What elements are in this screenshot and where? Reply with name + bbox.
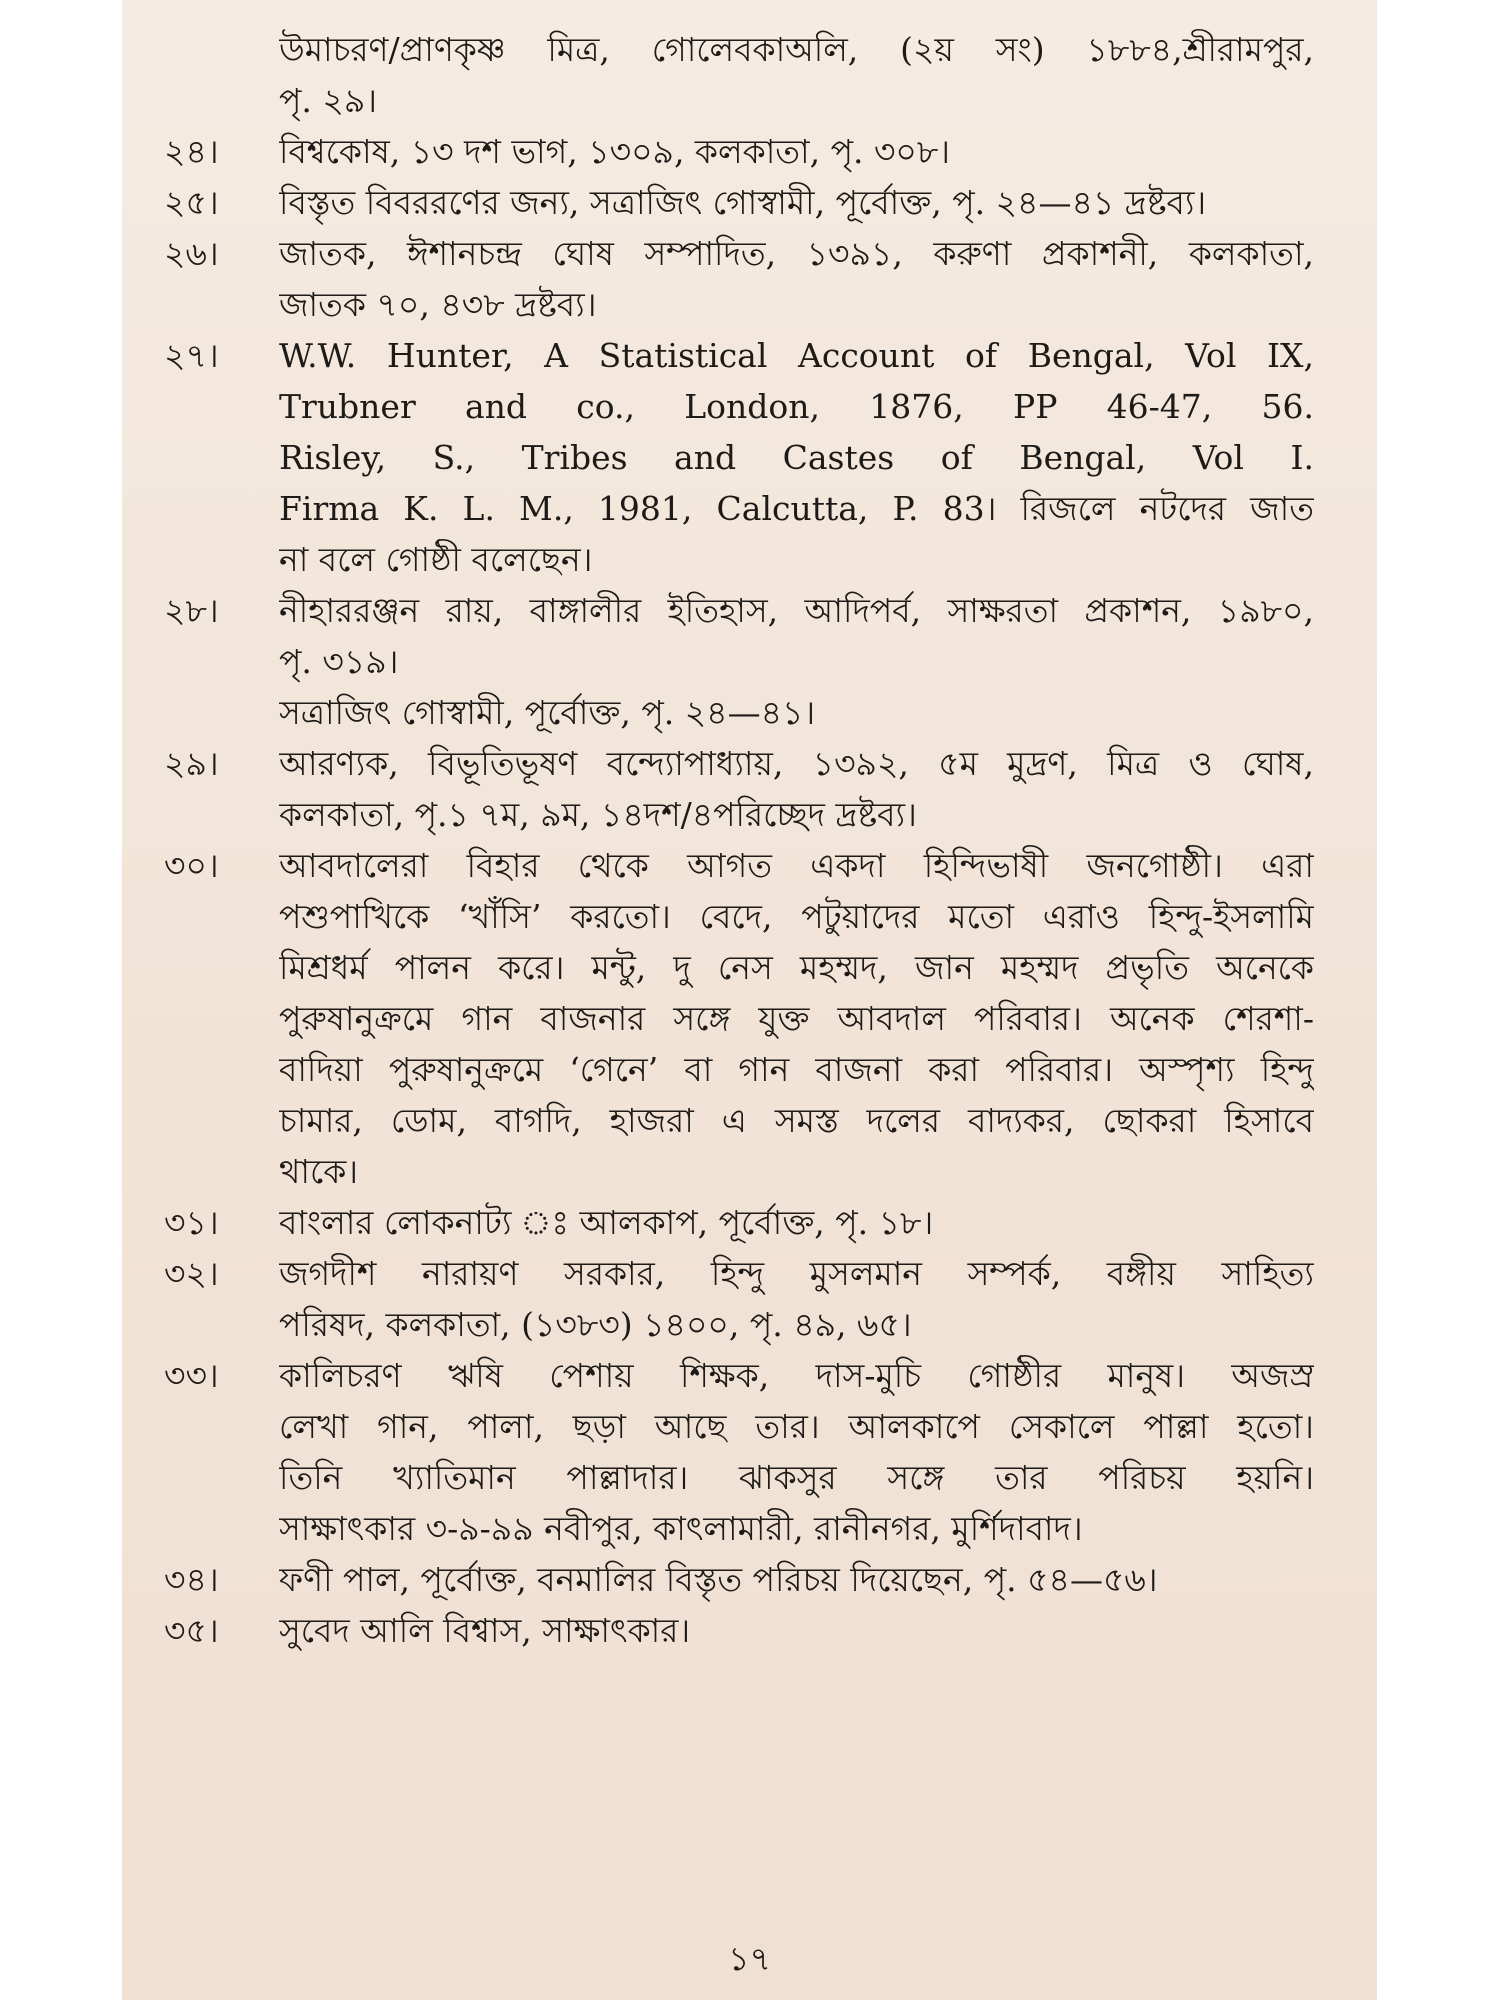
endnote-line: সুবেদ আলি বিশ্বাস, সাক্ষাৎকার। xyxy=(279,1611,691,1650)
endnote xyxy=(164,738,1314,840)
endnote xyxy=(164,177,1314,228)
endnote xyxy=(164,1605,1314,1656)
endnote-line: পরিষদ, কলকাতা, (১৩৮৩) ১৪০০, পৃ. ৪৯, ৬৫। xyxy=(279,1305,912,1344)
endnotes-list xyxy=(164,24,1314,1656)
endnote xyxy=(164,24,1314,126)
endnote xyxy=(164,1554,1314,1605)
endnote-line: জগদীশ নারায়ণ সরকার, হিন্দু মুসলমান সম্পর্ক, বঙ্গীয় সাহিত্য xyxy=(279,1254,1314,1293)
endnote-text xyxy=(279,24,1314,126)
endnote-line: মিশ্রধর্ম পালন করে। মন্টু, দু নেস মহম্মদ, জান মহম্মদ প্রভৃতি অনেকে xyxy=(279,948,1314,987)
endnote xyxy=(164,1350,1314,1554)
endnote-number: ৩১। xyxy=(164,1203,219,1242)
endnote-line: নীহাররঞ্জন রায়, বাঙ্গালীর ইতিহাস, আদিপর্ব, সাক্ষরতা প্রকাশন, ১৯৮০, xyxy=(279,591,1314,630)
endnote-line: আরণ্যক, বিভূতিভূষণ বন্দ্যোপাধ্যায়, ১৩৯২, ৫ম মুদ্রণ, মিত্র ও ঘোষ, xyxy=(279,744,1314,783)
endnote-text xyxy=(279,1350,1314,1554)
endnote-text xyxy=(279,1554,1314,1605)
endnote-number: ৩৩। xyxy=(164,1356,219,1395)
endnote xyxy=(164,1197,1314,1248)
endnote-line: Risley, S., Tribes and Castes of Bengal, Vol I. xyxy=(279,438,1314,477)
endnote-line: উমাচরণ/প্রাণকৃষ্ণ মিত্র, গোলেবকাঅলি, (২য় সং) ১৮৮৪,শ্রীরামপুর, xyxy=(279,30,1314,69)
endnote-line: W.W. Hunter, A Statistical Account of Bengal, Vol IX, xyxy=(279,336,1314,375)
endnote-line: কালিচরণ ঋষি পেশায় শিক্ষক, দাস-মুচি গোষ্ঠীর মানুষ। অজস্র xyxy=(279,1356,1314,1395)
endnote xyxy=(164,840,1314,1197)
endnote-line: বিশ্বকোষ, ১৩ দশ ভাগ, ১৩০৯, কলকাতা, পৃ. ৩০৮। xyxy=(279,132,951,171)
endnote-number: ৩৪। xyxy=(164,1560,219,1599)
endnote-line: ফণী পাল, পূর্বোক্ত, বনমালির বিস্তৃত পরিচয় দিয়েছেন, পৃ. ৫৪—৫৬। xyxy=(279,1560,1158,1599)
endnote-line: Trubner and co., London, 1876, PP 46-47, 56. xyxy=(279,387,1314,426)
endnote-line: জাতক, ঈশানচন্দ্র ঘোষ সম্পাদিত, ১৩৯১, করুণা প্রকাশনী, কলকাতা, xyxy=(279,234,1314,273)
endnote-line: সাক্ষাৎকার ৩-৯-৯৯ নবীপুর, কাৎলামারী, রানীনগর, মুর্শিদাবাদ। xyxy=(279,1509,1083,1548)
endnote-text xyxy=(279,228,1314,330)
endnote-number: ৩০। xyxy=(164,846,219,885)
endnote-line: তিনি খ্যাতিমান পাল্লাদার। ঝাকসুর সঙ্গে তার পরিচয় হয়নি। xyxy=(279,1458,1314,1497)
endnote-line: না বলে গোষ্ঠী বলেছেন। xyxy=(279,540,593,579)
endnote-text xyxy=(279,840,1314,1197)
endnote xyxy=(164,1248,1314,1350)
endnote-line: চামার, ডোম, বাগদি, হাজরা এ সমস্ত দলের বাদ্যকর, ছোকরা হিসাবে xyxy=(279,1101,1314,1140)
endnote-line: পশুপাখিকে ‘খাঁসি’ করতো। বেদে, পটুয়াদের মতো এরাও হিন্দু-ইসলামি xyxy=(279,897,1314,936)
endnote-text xyxy=(279,1605,1314,1656)
endnote xyxy=(164,585,1314,738)
endnote-line: জাতক ৭০, ৪৩৮ দ্রষ্টব্য। xyxy=(279,285,597,324)
page-number: ১৭ xyxy=(728,1939,771,1978)
endnote-line: লেখা গান, পালা, ছড়া আছে তার। আলকাপে সেকালে পাল্লা হতো। xyxy=(279,1407,1314,1446)
endnote-line: বাদিয়া পুরুষানুক্রমে ‘গেনে’ বা গান বাজনা করা পরিবার। অস্পৃশ্য হিন্দু xyxy=(279,1050,1314,1089)
endnote-number: ৩৫। xyxy=(164,1611,219,1650)
endnote-text xyxy=(279,1197,1314,1248)
endnote-line: পুরুষানুক্রমে গান বাজনার সঙ্গে যুক্ত আবদাল পরিবার। অনেক শেরশা- xyxy=(279,999,1314,1038)
endnote-line: থাকে। xyxy=(279,1152,359,1191)
endnote-text xyxy=(279,330,1314,585)
endnote xyxy=(164,126,1314,177)
endnote xyxy=(164,228,1314,330)
endnote-number: ২৬। xyxy=(164,234,219,273)
endnote-line: সত্রাজিৎ গোস্বামী, পূর্বোক্ত, পৃ. ২৪—৪১। xyxy=(279,693,816,732)
endnote-text xyxy=(279,738,1314,840)
endnote-number: ২৫। xyxy=(164,183,219,222)
endnote-number: ২৯। xyxy=(164,744,219,783)
book-page xyxy=(122,0,1377,2000)
endnote-line: বাংলার লোকনাট্য ঃ আলকাপ, পূর্বোক্ত, পৃ. ১৮। xyxy=(279,1203,934,1242)
endnote-line: বিস্তৃত বিবররণের জন্য, সত্রাজিৎ গোস্বামী, পূর্বোক্ত, পৃ. ২৪—৪১ দ্রষ্টব্য। xyxy=(279,183,1207,222)
endnote-text xyxy=(279,177,1314,228)
endnote-number: ৩২। xyxy=(164,1254,219,1293)
endnote-line: পৃ. ২৯। xyxy=(279,81,378,120)
endnote-number xyxy=(164,24,279,126)
endnote-line: আবদালেরা বিহার থেকে আগত একদা হিন্দিভাষী জনগোষ্ঠী। এরা xyxy=(279,846,1314,885)
endnote-number: ২৪। xyxy=(164,132,219,171)
endnote xyxy=(164,330,1314,585)
endnote-line: Firma K. L. M., 1981, Calcutta, P. 83। রিজলে নটদের জাত xyxy=(279,489,1314,528)
endnote-number: ২৭। xyxy=(164,336,219,375)
endnote-text xyxy=(279,126,1314,177)
endnote-number: ২৮। xyxy=(164,591,219,630)
endnote-text xyxy=(279,585,1314,738)
endnote-line: পৃ. ৩১৯। xyxy=(279,642,399,681)
endnote-text xyxy=(279,1248,1314,1350)
endnote-line: কলকাতা, পৃ.১ ৭ম, ৯ম, ১৪দশ/৪পরিচ্ছেদ দ্রষ্টব্য। xyxy=(279,795,917,834)
